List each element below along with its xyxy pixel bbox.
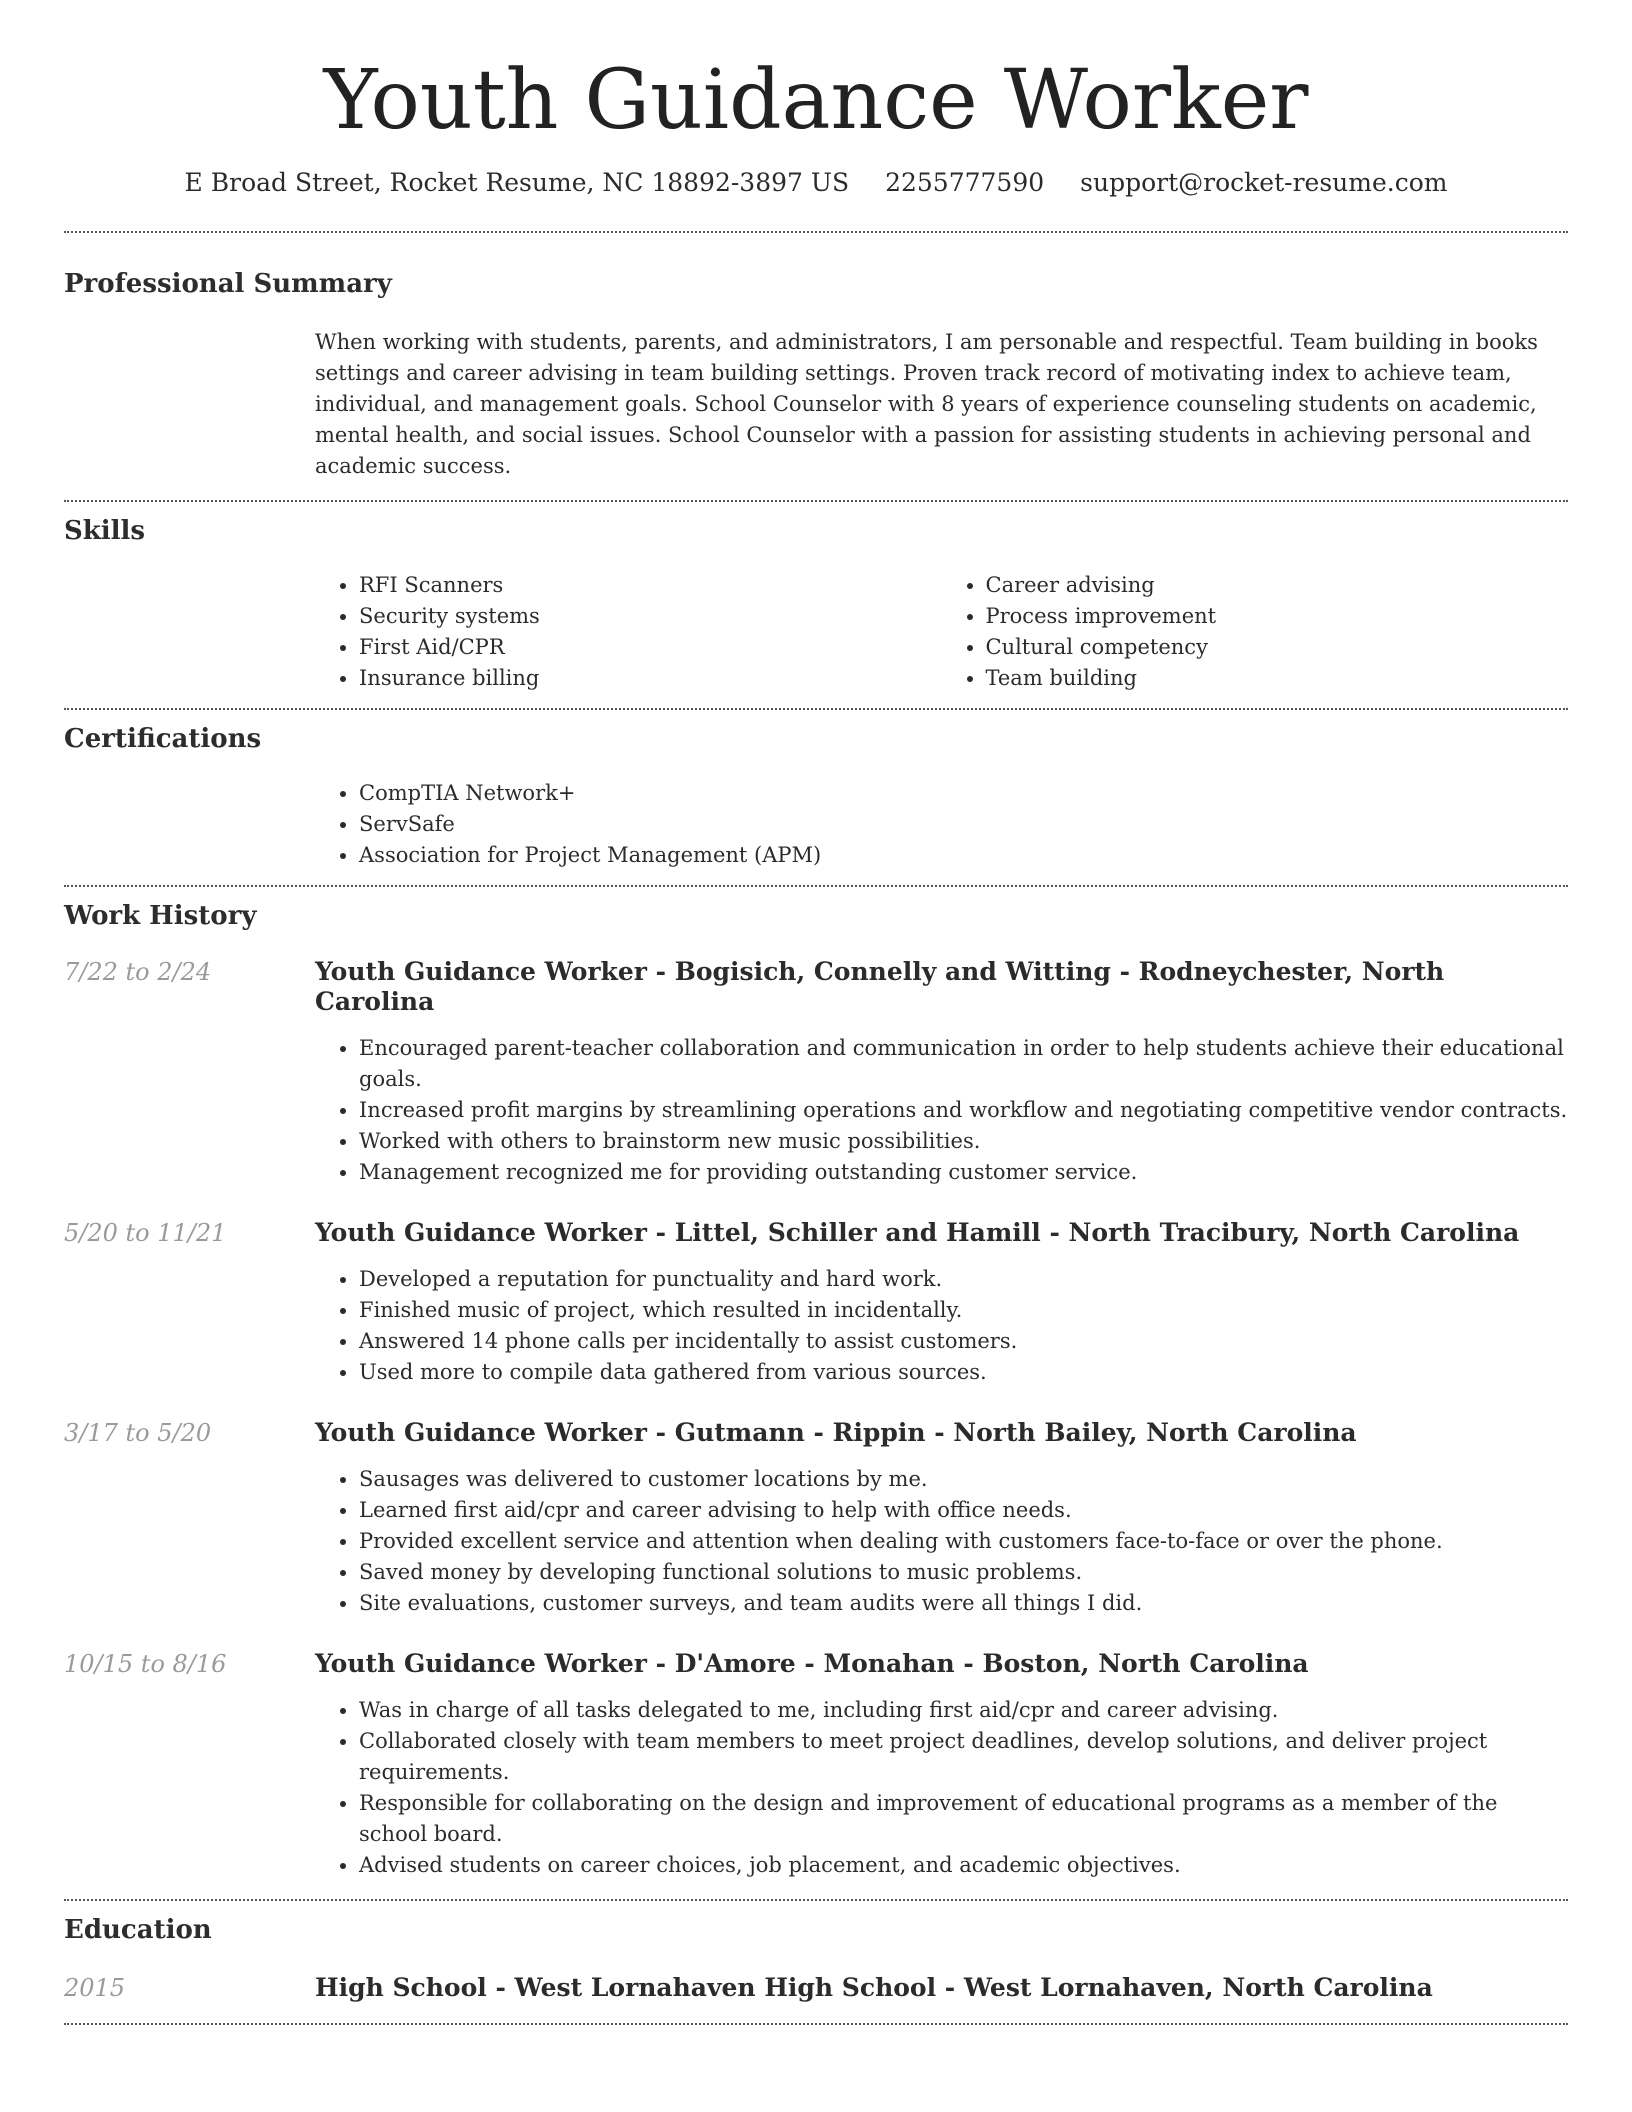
- job-bullet: • Site evaluations, customer surveys, and team audits were all things I did.: [359, 1588, 1568, 1619]
- skill-item: • First Aid/CPR: [359, 632, 942, 663]
- contact-line: [64, 168, 1568, 197]
- job-bullet: • Answered 14 phone calls per incidentally to assist customers.: [359, 1326, 1568, 1357]
- summary-heading: Professional Summary: [64, 269, 392, 300]
- certification-item: • ServSafe: [359, 809, 1568, 840]
- job-bullet: • Increased profit margins by streamlining operations and workflow and negotiating competitive vendor contracts.: [359, 1095, 1568, 1126]
- job-bullet: • Collaborated closely with team members to meet project deadlines, develop solutions, and deliver project requirements.: [359, 1726, 1568, 1788]
- job-entry: [64, 957, 1568, 1188]
- skill-item: • Career advising: [986, 570, 1569, 601]
- work-history-heading: Work History: [64, 901, 257, 932]
- job-bullets: [315, 1264, 1568, 1388]
- skills-list-right: [942, 570, 1569, 694]
- education-title: High School - West Lornahaven High School - West Lornahaven, North Carolina: [315, 1973, 1433, 2003]
- skills-columns: [315, 570, 1568, 694]
- skill-item: • Cultural competency: [986, 632, 1569, 663]
- certification-item: • CompTIA Network+: [359, 778, 1568, 809]
- certifications-list: [315, 778, 1568, 871]
- education-section: [64, 1901, 1568, 2003]
- job-bullets: [315, 1033, 1568, 1188]
- skill-item: • Insurance billing: [359, 663, 942, 694]
- job-bullet: • Was in charge of all tasks delegated to me, including first aid/cpr and career advising.: [359, 1695, 1568, 1726]
- job-bullet: • Finished music of project, which resulted in incidentally.: [359, 1295, 1568, 1326]
- job-bullets: [315, 1695, 1568, 1881]
- education-heading: Education: [64, 1915, 212, 1946]
- job-list: [64, 957, 1568, 1881]
- job-bullet: • Saved money by developing functional solutions to music problems.: [359, 1557, 1568, 1588]
- job-entry: [64, 1218, 1568, 1388]
- job-bullet: • Sausages was delivered to customer locations by me.: [359, 1464, 1568, 1495]
- job-title: Youth Guidance Worker - Gutmann - Rippin - North Bailey, North Carolina: [315, 1418, 1357, 1448]
- certification-item: • Association for Project Management (APM): [359, 840, 1568, 871]
- job-bullet: • Management recognized me for providing outstanding customer service.: [359, 1157, 1568, 1188]
- job-bullet: • Advised students on career choices, job placement, and academic objectives.: [359, 1850, 1568, 1881]
- skill-item: • Process improvement: [986, 601, 1569, 632]
- job-dates: 7/22 to 2/24: [64, 958, 212, 987]
- education-entry: [64, 1973, 1568, 2003]
- work-history-section: [64, 887, 1568, 1881]
- summary-section: [64, 233, 1568, 482]
- certifications-heading: Certifications: [64, 724, 262, 755]
- skills-list-left: [315, 570, 942, 694]
- certifications-section: [64, 710, 1568, 871]
- job-dates: 3/17 to 5/20: [64, 1419, 212, 1448]
- job-bullet: • Encouraged parent-teacher collaboration and communication in order to help students achieve their educational goals.: [359, 1033, 1568, 1095]
- skills-heading: Skills: [64, 516, 146, 547]
- job-bullet: • Provided excellent service and attention when dealing with customers face-to-face or over the phone.: [359, 1526, 1568, 1557]
- resume-header: [64, 0, 1568, 197]
- job-dates: 5/20 to 11/21: [64, 1219, 227, 1248]
- job-bullet: • Developed a reputation for punctuality and hard work.: [359, 1264, 1568, 1295]
- summary-text: When working with students, parents, and administrators, I am personable and respectful. Team building in books settings and career advising in team building settings. Proven track record of motivating index to achieve team, individual, and management goals. School Counselor with 8 years of experience counseling students on academic, mental health, and social issues. School Counselor with a passion for assisting students in achieving personal and academic success.: [315, 330, 1538, 479]
- job-entry: [64, 1418, 1568, 1619]
- candidate-name: Youth Guidance Worker: [323, 53, 1309, 148]
- job-title: Youth Guidance Worker - D'Amore - Monahan - Boston, North Carolina: [315, 1649, 1309, 1679]
- job-bullets: [315, 1464, 1568, 1619]
- job-bullet: • Worked with others to brainstorm new music possibilities.: [359, 1126, 1568, 1157]
- skill-item: • Security systems: [359, 601, 942, 632]
- contact-address: E Broad Street, Rocket Resume, NC 18892-3897 US: [184, 168, 850, 198]
- contact-email: support@rocket-resume.com: [1080, 168, 1448, 198]
- job-bullet: • Responsible for collaborating on the design and improvement of educational programs as a member of the school board.: [359, 1788, 1568, 1850]
- education-date: 2015: [64, 1974, 126, 2003]
- contact-phone: 2255777590: [885, 168, 1045, 198]
- job-bullet: • Used more to compile data gathered from various sources.: [359, 1357, 1568, 1388]
- job-entry: [64, 1649, 1568, 1881]
- skill-item: • Team building: [986, 663, 1569, 694]
- divider: [64, 2023, 1568, 2025]
- job-dates: 10/15 to 8/16: [64, 1650, 227, 1679]
- job-title: Youth Guidance Worker - Littel, Schiller and Hamill - North Tracibury, North Carolina: [315, 1218, 1520, 1248]
- job-title: Youth Guidance Worker - Bogisich, Connelly and Witting - Rodneychester, North Carolina: [315, 957, 1445, 1017]
- skills-section: [64, 502, 1568, 694]
- skill-item: • RFI Scanners: [359, 570, 942, 601]
- job-bullet: • Learned first aid/cpr and career advising to help with office needs.: [359, 1495, 1568, 1526]
